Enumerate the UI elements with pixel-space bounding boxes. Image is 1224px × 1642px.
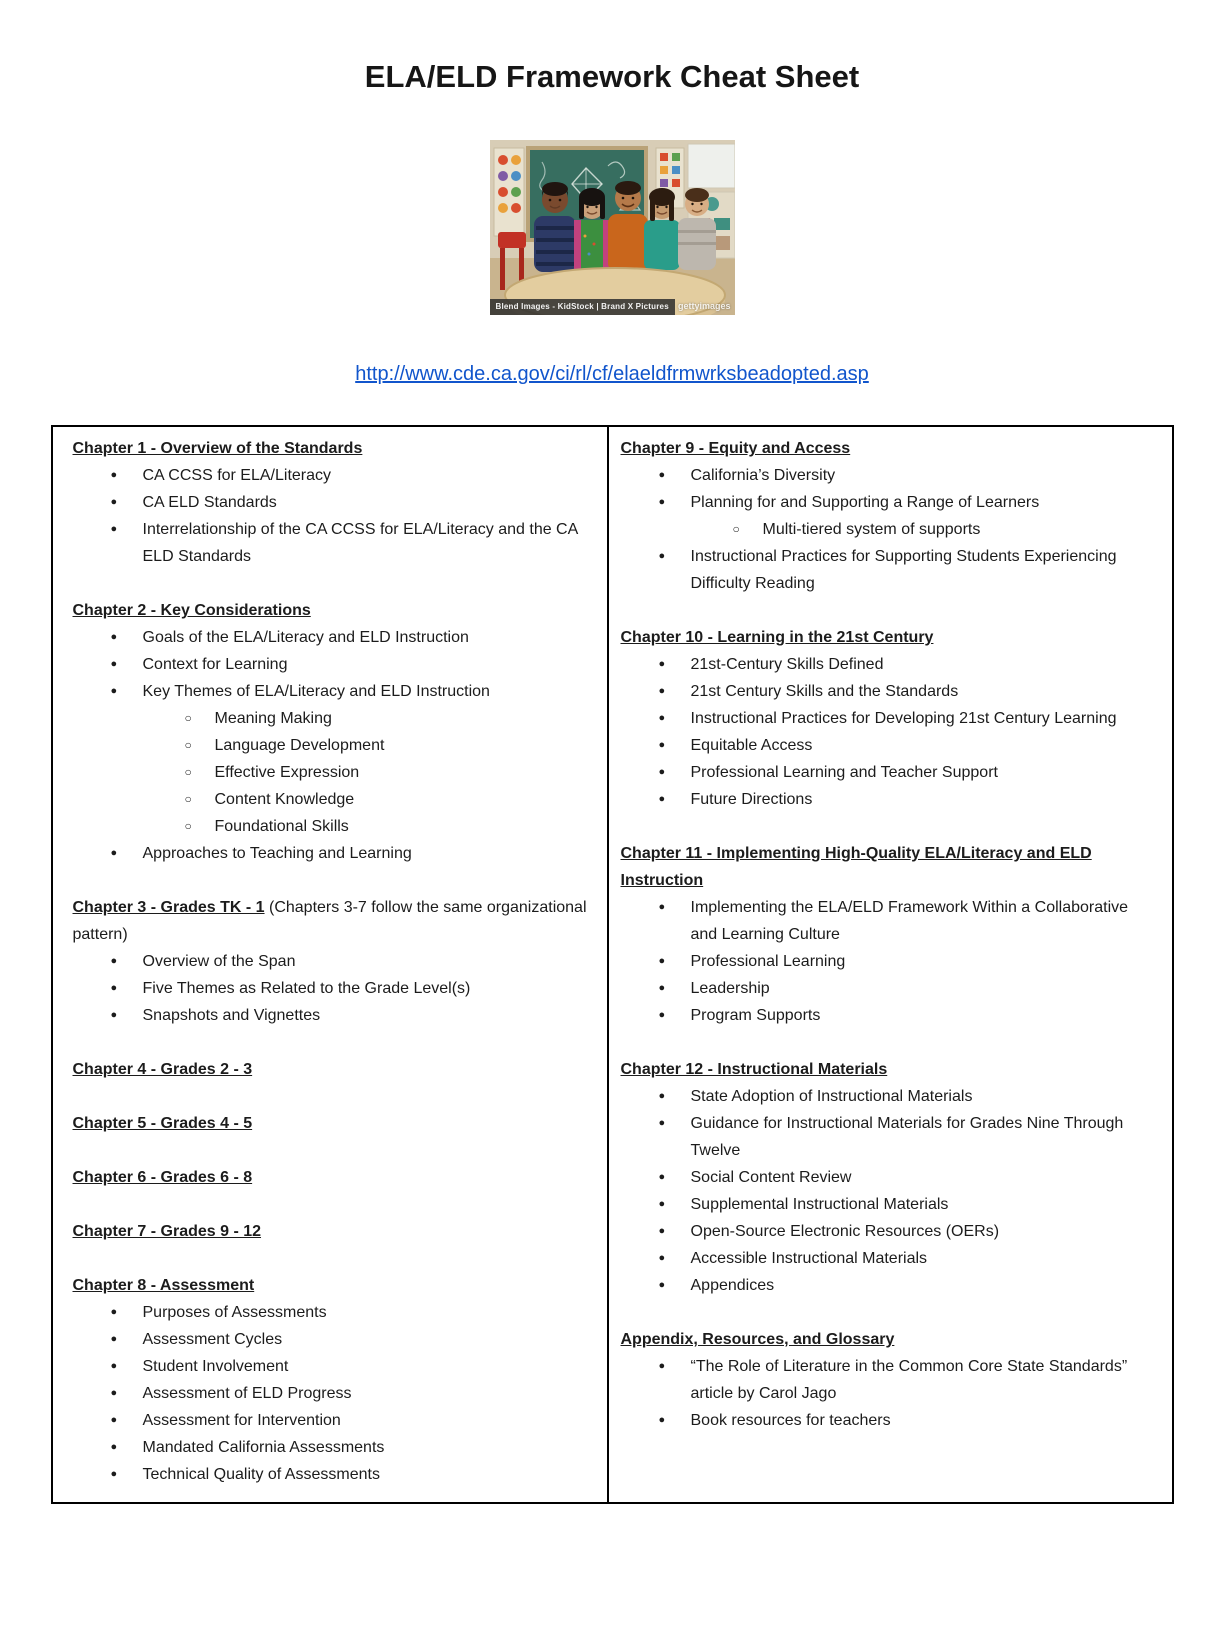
filled-bullet-icon: ● — [110, 1333, 118, 1345]
list-item — [73, 1326, 597, 1353]
list-item — [621, 1407, 1146, 1434]
filled-bullet-icon: ● — [658, 1198, 666, 1210]
hollow-bullet-icon: ○ — [184, 738, 192, 752]
filled-bullet-icon: ● — [658, 1117, 666, 1129]
filled-bullet-icon: ● — [658, 955, 666, 967]
list-item-text: Professional Learning — [690, 953, 846, 970]
filled-bullet-icon: ● — [658, 1009, 666, 1021]
list-item — [621, 759, 1146, 786]
filled-bullet-icon: ● — [110, 1441, 118, 1453]
framework-link-row — [0, 361, 1224, 387]
list-item-text: Technical Quality of Assessments — [142, 1466, 380, 1483]
photo-credit: Blend Images - KidStock | Brand X Pictures — [490, 299, 675, 315]
list-item-text: Accessible Instructional Materials — [690, 1250, 928, 1267]
list-item-text: Mandated California Assessments — [142, 1439, 385, 1456]
filled-bullet-icon: ● — [658, 1414, 666, 1426]
list-item-text: Key Themes of ELA/Literacy and ELD Instruction — [142, 683, 490, 700]
list-item — [73, 1353, 597, 1380]
chapter-section — [73, 894, 597, 1029]
hollow-bullet-icon: ○ — [184, 711, 192, 725]
chapter-heading-text: Chapter 12 - Instructional Materials — [620, 1061, 888, 1078]
filled-bullet-icon: ● — [110, 1468, 118, 1480]
filled-bullet-icon: ● — [658, 712, 666, 724]
filled-bullet-icon: ● — [110, 658, 118, 670]
chapter-section — [621, 1056, 1146, 1299]
filled-bullet-icon: ● — [658, 1279, 666, 1291]
filled-bullet-icon: ● — [658, 793, 666, 805]
list-item-text: Appendices — [690, 1277, 775, 1294]
list-item-text: Approaches to Teaching and Learning — [142, 845, 412, 862]
list-item — [73, 489, 597, 516]
list-item — [621, 678, 1146, 705]
list-item — [621, 489, 1146, 516]
framework-link[interactable]: http://www.cde.ca.gov/ci/rl/cf/elaeldfrmwrksbeadopted.asp — [355, 363, 869, 385]
list-item — [621, 1353, 1146, 1407]
list-item-text: Interrelationship of the CA CCSS for ELA/Literacy and the CA ELD Standards — [142, 521, 578, 565]
gettyimages-watermark: gettyimages — [677, 301, 731, 311]
classroom-photo-illustration — [490, 140, 735, 315]
list-item — [73, 651, 597, 678]
list-item-text: 21st-Century Skills Defined — [690, 656, 884, 673]
filled-bullet-icon: ● — [110, 982, 118, 994]
list-item-text: Implementing the ELA/ELD Framework Within a Collaborative and Learning Culture — [690, 899, 1129, 943]
list-item — [621, 516, 1146, 543]
list-item — [621, 975, 1146, 1002]
list-item-text: Snapshots and Vignettes — [142, 1007, 321, 1024]
list-item — [621, 1002, 1146, 1029]
hollow-bullet-icon: ○ — [184, 765, 192, 779]
list-item-text: Instructional Practices for Developing 21st Century Learning — [690, 710, 1117, 727]
list-item-text: Assessment Cycles — [142, 1331, 283, 1348]
list-item — [73, 1299, 597, 1326]
chapter-outline-table — [51, 425, 1174, 1504]
table-column-right — [609, 427, 1172, 1502]
filled-bullet-icon: ● — [658, 550, 666, 562]
classroom-photo — [490, 140, 735, 315]
chapter-heading-text: Chapter 11 - Implementing High-Quality ELA/Literacy and ELD Instruction — [620, 845, 1092, 889]
filled-bullet-icon: ● — [110, 847, 118, 859]
list-item-text: Social Content Review — [690, 1169, 852, 1186]
list-item — [73, 705, 597, 732]
list-item — [73, 1002, 597, 1029]
filled-bullet-icon: ● — [110, 1414, 118, 1426]
list-item — [73, 516, 597, 570]
filled-bullet-icon: ● — [658, 1225, 666, 1237]
filled-bullet-icon: ● — [110, 1360, 118, 1372]
chapter-heading-text: Chapter 4 - Grades 2 - 3 — [72, 1061, 253, 1078]
filled-bullet-icon: ● — [658, 469, 666, 481]
list-item-text: Professional Learning and Teacher Support — [690, 764, 998, 781]
filled-bullet-icon: ● — [658, 496, 666, 508]
chapter-heading-text: Chapter 6 - Grades 6 - 8 — [72, 1169, 253, 1186]
filled-bullet-icon: ● — [658, 685, 666, 697]
list-item — [621, 1110, 1146, 1164]
list-item-text: Foundational Skills — [214, 818, 349, 835]
chapter-section — [73, 1056, 597, 1083]
chapter-heading — [73, 1272, 597, 1299]
list-item — [73, 1380, 597, 1407]
list-item — [73, 759, 597, 786]
list-item — [73, 624, 597, 651]
list-item-text: Supplemental Instructional Materials — [690, 1196, 949, 1213]
chapter-section — [73, 1218, 597, 1245]
chapter-heading-text: Chapter 8 - Assessment — [72, 1277, 255, 1294]
chapter-heading — [621, 624, 1146, 651]
list-item-text: “The Role of Literature in the Common Core State Standards” article by Carol Jago — [690, 1358, 1128, 1402]
chapter-section — [73, 435, 597, 570]
list-item-text: Effective Expression — [214, 764, 360, 781]
list-item-text: Content Knowledge — [214, 791, 355, 808]
list-item-text: Planning for and Supporting a Range of Learners — [690, 494, 1040, 511]
chapter-heading-text: Chapter 5 - Grades 4 - 5 — [72, 1115, 253, 1132]
filled-bullet-icon: ● — [110, 1009, 118, 1021]
list-item-text: Assessment of ELD Progress — [142, 1385, 352, 1402]
list-item — [621, 1245, 1146, 1272]
table-column-left — [53, 427, 609, 1502]
chapter-heading-text: Appendix, Resources, and Glossary — [620, 1331, 895, 1348]
list-item — [621, 1164, 1146, 1191]
list-item-text: CA ELD Standards — [142, 494, 277, 511]
filled-bullet-icon: ● — [658, 982, 666, 994]
filled-bullet-icon: ● — [658, 658, 666, 670]
list-item — [621, 1083, 1146, 1110]
list-item — [621, 1191, 1146, 1218]
chapter-heading — [73, 435, 597, 462]
list-item-text: Student Involvement — [142, 1358, 289, 1375]
filled-bullet-icon: ● — [110, 955, 118, 967]
chapter-heading-text: Chapter 7 - Grades 9 - 12 — [72, 1223, 262, 1240]
list-item — [73, 813, 597, 840]
chapter-heading-note: (Chapters 3-7 follow the same organizational pattern) — [72, 899, 587, 943]
list-item-text: Guidance for Instructional Materials for Grades Nine Through Twelve — [690, 1115, 1124, 1159]
filled-bullet-icon: ● — [110, 523, 118, 535]
list-item-text: Language Development — [214, 737, 385, 754]
list-item — [621, 732, 1146, 759]
list-item-text: 21st Century Skills and the Standards — [690, 683, 959, 700]
list-item-text: California’s Diversity — [690, 467, 836, 484]
page-title: ELA/ELD Framework Cheat Sheet — [364, 59, 860, 94]
filled-bullet-icon: ● — [658, 901, 666, 913]
chapter-heading-text: Chapter 10 - Learning in the 21st Century — [620, 629, 934, 646]
list-item — [73, 732, 597, 759]
list-item — [73, 786, 597, 813]
filled-bullet-icon: ● — [110, 1306, 118, 1318]
chapter-heading — [621, 840, 1146, 894]
chapter-heading — [73, 894, 597, 948]
list-item-text: Future Directions — [690, 791, 813, 808]
chapter-heading-text: Chapter 9 - Equity and Access — [620, 440, 851, 457]
list-item — [621, 786, 1146, 813]
chapter-section — [621, 1326, 1146, 1434]
list-item — [73, 462, 597, 489]
chapter-heading-text: Chapter 2 - Key Considerations — [72, 602, 311, 619]
chapter-section — [621, 624, 1146, 813]
list-item — [73, 840, 597, 867]
hollow-bullet-icon: ○ — [184, 792, 192, 806]
chapter-heading — [73, 597, 597, 624]
hollow-bullet-icon: ○ — [184, 819, 192, 833]
chapter-heading — [621, 1326, 1146, 1353]
filled-bullet-icon: ● — [658, 1252, 666, 1264]
list-item-text: Leadership — [690, 980, 770, 997]
list-item — [73, 1434, 597, 1461]
list-item — [621, 462, 1146, 489]
list-item-text: Open-Source Electronic Resources (OERs) — [690, 1223, 1000, 1240]
list-item — [621, 1272, 1146, 1299]
list-item-text: Context for Learning — [142, 656, 288, 673]
list-item-text: Purposes of Assessments — [142, 1304, 327, 1321]
chapter-heading-text: Chapter 1 - Overview of the Standards — [72, 440, 363, 457]
filled-bullet-icon: ● — [658, 739, 666, 751]
hollow-bullet-icon: ○ — [732, 522, 740, 536]
list-item-text: CA CCSS for ELA/Literacy — [142, 467, 332, 484]
chapter-heading — [621, 1056, 1146, 1083]
list-item — [73, 975, 597, 1002]
list-item-text: Program Supports — [690, 1007, 821, 1024]
list-item — [73, 678, 597, 705]
list-item-text: Book resources for teachers — [690, 1412, 891, 1429]
list-item — [73, 948, 597, 975]
chapter-section — [621, 840, 1146, 1029]
list-item-text: Multi-tiered system of supports — [762, 521, 981, 538]
chapter-section — [73, 1272, 597, 1488]
chapter-heading-text: Chapter 3 - Grades TK - 1 — [72, 899, 265, 916]
filled-bullet-icon: ● — [110, 685, 118, 697]
list-item-text: State Adoption of Instructional Materials — [690, 1088, 973, 1105]
chapter-section — [73, 1164, 597, 1191]
list-item — [73, 1461, 597, 1488]
filled-bullet-icon: ● — [110, 1387, 118, 1399]
filled-bullet-icon: ● — [658, 1171, 666, 1183]
filled-bullet-icon: ● — [110, 496, 118, 508]
list-item-text: Assessment for Intervention — [142, 1412, 341, 1429]
list-item-text: Goals of the ELA/Literacy and ELD Instruction — [142, 629, 469, 646]
list-item-text: Five Themes as Related to the Grade Level(s) — [142, 980, 471, 997]
chapter-section — [621, 435, 1146, 597]
list-item — [621, 948, 1146, 975]
list-item — [621, 1218, 1146, 1245]
chapter-heading — [73, 1164, 597, 1191]
list-item-text: Equitable Access — [690, 737, 813, 754]
chapter-heading — [73, 1110, 597, 1137]
filled-bullet-icon: ● — [658, 766, 666, 778]
list-item-text: Overview of the Span — [142, 953, 296, 970]
chapter-section — [73, 1110, 597, 1137]
chapter-heading — [73, 1218, 597, 1245]
list-item — [73, 1407, 597, 1434]
filled-bullet-icon: ● — [658, 1360, 666, 1372]
filled-bullet-icon: ● — [658, 1090, 666, 1102]
chapter-heading — [73, 1056, 597, 1083]
filled-bullet-icon: ● — [110, 631, 118, 643]
filled-bullet-icon: ● — [110, 469, 118, 481]
list-item — [621, 651, 1146, 678]
list-item — [621, 894, 1146, 948]
chapter-heading — [621, 435, 1146, 462]
list-item — [621, 705, 1146, 732]
chapter-section — [73, 597, 597, 867]
list-item-text: Meaning Making — [214, 710, 332, 727]
list-item — [621, 543, 1146, 597]
list-item-text: Instructional Practices for Supporting Students Experiencing Difficulty Reading — [690, 548, 1117, 592]
